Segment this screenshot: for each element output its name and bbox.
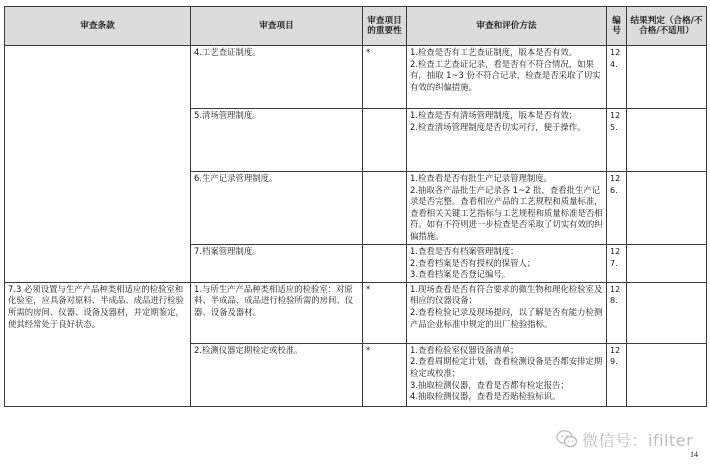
number-cell: 124.	[607, 46, 627, 109]
header-number: 编号	[607, 7, 627, 46]
method-line: 2.抽取各产品批生产记录各 1~2 批，查看批生产记录是否完整。查看相应产品的工艺规程和质量标准，查看相关关键工艺指标与工艺规程和质量标准是否相符。如有不符则进一步检查是否采取了切实有效的纠偏措施。	[410, 184, 603, 241]
method-line: 2.查看周期检定计划，查看检测设备是否都安排定期检定或校准；	[410, 356, 603, 378]
importance-cell: *	[363, 343, 407, 406]
item-cell: 5.清场管理制度。	[191, 109, 363, 172]
clause-cell: 7.3 必须设置与生产产品种类相适应的检验室和化验室，应具备对原料、半成品、成品进行检验所需的房间、仪器、设备及器材，并定期鉴定，使其经常处于良好状态。	[5, 282, 191, 406]
header-importance: 审查项目的重要性	[363, 7, 407, 46]
watermark-text: 微信号：ifilter	[582, 430, 694, 450]
number-cell: 127.	[607, 245, 627, 283]
method-line: 2.查看检验记录及现场提问，以了解是否有能力检测产品企业标准中规定的出厂检验指标。	[410, 306, 603, 329]
method-line: 2.查看档案是否有授权的保管人；	[410, 257, 536, 268]
method-line: 3.查看档案是否登记编号。	[410, 269, 511, 280]
item-cell: 6.生产记录管理制度。	[191, 172, 363, 245]
method-cell	[407, 172, 607, 245]
method-cell	[407, 46, 607, 109]
watermark	[556, 428, 693, 450]
table-row	[5, 46, 707, 109]
number-cell: 129.	[607, 343, 627, 406]
wechat-icon	[556, 429, 578, 449]
header-clause: 审查条款	[5, 7, 191, 46]
clause-cell	[5, 46, 191, 283]
method-line: 2.检查清场管理制度是否切实可行，便于操作。	[410, 121, 586, 132]
method-line: 1.查看是否有档案管理制度；	[410, 246, 519, 256]
importance-cell: *	[363, 46, 407, 109]
importance-cell	[363, 109, 407, 172]
item-cell: 7.档案管理制度。	[191, 245, 363, 283]
page-number: 14	[690, 450, 698, 459]
importance-cell	[363, 172, 407, 245]
method-cell	[407, 109, 607, 172]
item-cell: 1.与所生产产品种类相适应的检验室：对原料、半成品、成品进行检验所需的房间、仪器、设备及器材。	[191, 282, 363, 343]
result-cell	[627, 343, 707, 406]
method-line: 1.查看检验室仪器设备清单；	[410, 344, 519, 355]
number-cell: 128.	[607, 282, 627, 343]
table-row	[5, 282, 707, 343]
method-line: 1.检查看是否有批生产记录管理制度。	[410, 173, 552, 183]
method-cell	[407, 343, 607, 406]
header-item: 审查项目	[191, 7, 363, 46]
number-cell: 126.	[607, 172, 627, 245]
method-line: 3.抽取检测仪器，查看是否都有检定报告；	[410, 379, 569, 390]
importance-cell: *	[363, 282, 407, 343]
method-line: 1.现场查看是否有符合要求的微生物和理化检验室及相应的仪器设备；	[410, 283, 603, 306]
audit-table	[4, 6, 707, 407]
header-method: 审查和评价方法	[407, 7, 607, 46]
method-line: 1.检查是否有清场管理制度，版本是否有效；	[410, 110, 578, 120]
result-cell	[627, 245, 707, 283]
result-cell	[627, 172, 707, 245]
header-result: 结果判定（合格/不合格/不适用）	[627, 7, 707, 46]
method-cell	[407, 245, 607, 283]
result-cell	[627, 282, 707, 343]
method-line: 1.检查是否有工艺查证制度，版本是否有效。	[410, 47, 578, 57]
item-cell: 4.工艺查证制度。	[191, 46, 363, 109]
item-cell: 2.检测仪器定期检定或校准。	[191, 343, 363, 406]
result-cell	[627, 46, 707, 109]
number-cell: 125.	[607, 109, 627, 172]
method-cell	[407, 282, 607, 343]
table-header-row	[5, 7, 707, 46]
importance-cell	[363, 245, 407, 283]
method-line: 2.检查工艺查证记录，看是否有不符合情况，如果有，抽取 1~3 份不符合记录，检查是否采取了切实有效的纠偏措施。	[410, 58, 601, 92]
method-line: 4.抽取检测仪器，查看是否贴检验标识。	[410, 391, 561, 402]
result-cell	[627, 109, 707, 172]
